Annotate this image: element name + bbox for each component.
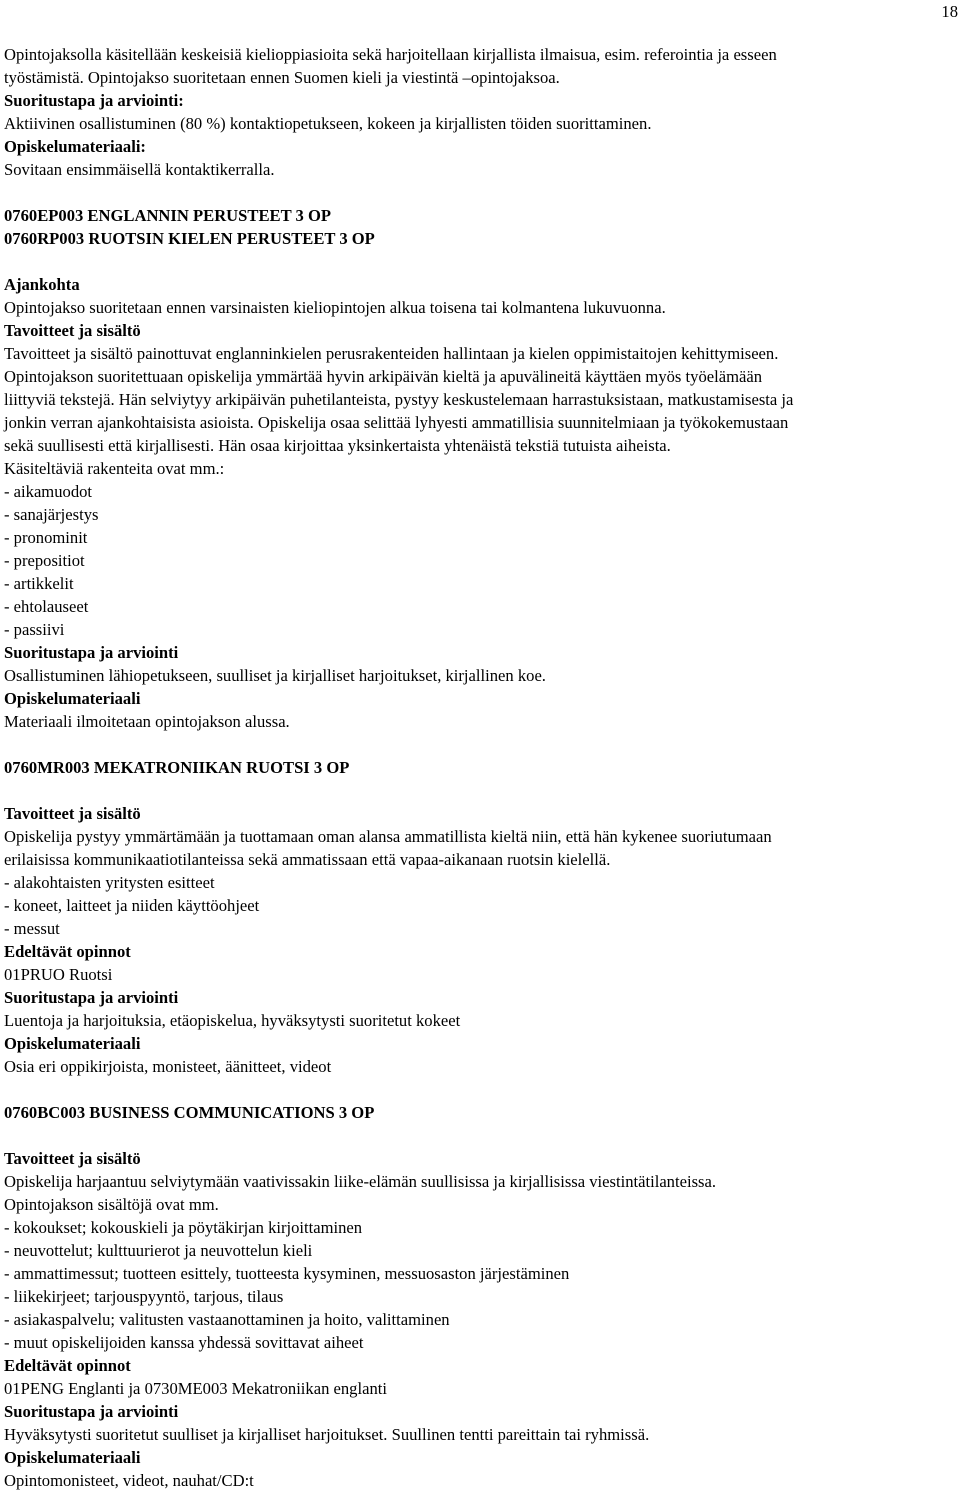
course-title: 0760MR003 MEKATRONIIKAN RUOTSI 3 OP: [4, 758, 350, 777]
goals-line: Tavoitteet ja sisältö painottuvat englanninkielen perusrakenteiden hallintaan ja kielen oppimistaitojen kehittymiseen.: [4, 344, 779, 363]
spacer: [4, 181, 956, 204]
list-item: - prepositiot: [4, 551, 85, 570]
list-item: - liikekirjeet; tarjouspyyntö, tarjous, tilaus: [4, 1287, 284, 1306]
goals-heading: Tavoitteet ja sisältö: [4, 1149, 141, 1168]
prerequisites-text: 01PRUO Ruotsi: [4, 965, 113, 984]
goals-line: Opintojakson sisältöjä ovat mm.: [4, 1195, 219, 1214]
goals-line: Käsiteltäviä rakenteita ovat mm.:: [4, 459, 225, 478]
goals-line: Opiskelija pystyy ymmärtämään ja tuottamaan oman alansa ammatillista kieltä niin, että hän kykenee suoriutumaan: [4, 827, 772, 846]
assessment-text: Hyväksytysti suoritetut suulliset ja kirjalliset harjoitukset. Suullinen tentti pareittain tai ryhmissä.: [4, 1425, 650, 1444]
goals-heading: Tavoitteet ja sisältö: [4, 321, 141, 340]
spacer: [4, 1078, 956, 1101]
materials-heading: Opiskelumateriaali: [4, 689, 141, 708]
materials-heading: Opiskelumateriaali: [4, 1448, 141, 1467]
materials-text: Osia eri oppikirjoista, monisteet, äänitteet, videot: [4, 1057, 332, 1076]
list-item: - messut: [4, 919, 60, 938]
list-item: - pronominit: [4, 528, 88, 547]
goals-heading: Tavoitteet ja sisältö: [4, 804, 141, 823]
materials-text: Materiaali ilmoitetaan opintojakson alussa.: [4, 712, 290, 731]
intro-section: [4, 43, 956, 181]
prerequisites-text: 01PENG Englanti ja 0730ME003 Mekatroniikan englanti: [4, 1379, 387, 1398]
goals-line: Opiskelija harjaantuu selviytymään vaativissakin liike-elämän suullisissa ja kirjallisissa viestintätilanteissa.: [4, 1172, 716, 1191]
goals-line: Opintojakson suoritettuaan opiskelija ymmärtää hyvin arkipäivän kieltä ja apuvälineitä käyttäen myös työelämään: [4, 367, 763, 386]
goals-line: jonkin verran ajankohtaisista asioista. Opiskelija osaa selittää lyhyesti ammatillisia suunnitelmiaan ja työkokemustaan: [4, 413, 789, 432]
course-section-english-swedish-basics: [4, 204, 956, 733]
list-item: - artikkelit: [4, 574, 74, 593]
list-item: - ammattimessut; tuotteen esittely, tuotteesta kysyminen, messuosaston järjestäminen: [4, 1264, 570, 1283]
prerequisites-heading: Edeltävät opinnot: [4, 942, 131, 961]
materials-heading: Opiskelumateriaali:: [4, 137, 146, 156]
page-number: 18: [941, 2, 958, 21]
intro-line: Opintojaksolla käsitellään keskeisiä kielioppiasioita sekä harjoitellaan kirjallista ilmaisua, esim. referointia ja esseen: [4, 45, 777, 64]
spacer: [4, 733, 956, 756]
list-item: - alakohtaisten yritysten esitteet: [4, 873, 215, 892]
spacer: [4, 1124, 956, 1147]
timing-text: Opintojakso suoritetaan ennen varsinaisten kieliopintojen alkua toisena tai kolmantena lukuvuonna.: [4, 298, 666, 317]
goals-line: sekä suullisesti että kirjallisesti. Hän osaa kirjoittaa yksinkertaista yhtenäistä tekstiä tutuista aiheista.: [4, 436, 671, 455]
list-item: - asiakaspalvelu; valitusten vastaanottaminen ja hoito, valittaminen: [4, 1310, 450, 1329]
assessment-heading: Suoritustapa ja arviointi: [4, 1402, 179, 1421]
course-title: 0760EP003 ENGLANNIN PERUSTEET 3 OP: [4, 206, 332, 225]
course-title: 0760RP003 RUOTSIN KIELEN PERUSTEET 3 OP: [4, 229, 375, 248]
assessment-heading: Suoritustapa ja arviointi: [4, 988, 179, 1007]
intro-line: työstämistä. Opintojakso suoritetaan ennen Suomen kieli ja viestintä –opintojaksoa.: [4, 68, 560, 87]
list-item: - sanajärjestys: [4, 505, 99, 524]
spacer: [4, 250, 956, 273]
goals-line: erilaisissa kommunikaatiotilanteissa sekä ammatissaan että vapaa-aikanaan ruotsin kielellä.: [4, 850, 611, 869]
timing-heading: Ajankohta: [4, 275, 80, 294]
prerequisites-heading: Edeltävät opinnot: [4, 1356, 131, 1375]
materials-text: Opintomonisteet, videot, nauhat/CD:t: [4, 1471, 254, 1490]
assessment-heading: Suoritustapa ja arviointi: [4, 643, 179, 662]
document-body: [4, 43, 956, 1492]
materials-text: Sovitaan ensimmäisellä kontaktikerralla.: [4, 160, 275, 179]
list-item: - koneet, laitteet ja niiden käyttöohjeet: [4, 896, 260, 915]
course-section-mechatronics-swedish: [4, 756, 956, 1078]
list-item: - muut opiskelijoiden kanssa yhdessä sovittavat aiheet: [4, 1333, 364, 1352]
materials-heading: Opiskelumateriaali: [4, 1034, 141, 1053]
list-item: - passiivi: [4, 620, 65, 639]
spacer: [4, 779, 956, 802]
assessment-text: Osallistuminen lähiopetukseen, suulliset ja kirjalliset harjoitukset, kirjallinen koe.: [4, 666, 546, 685]
course-section-business-communications: [4, 1101, 956, 1492]
goals-line: liittyviä tekstejä. Hän selviytyy arkipäivän puhetilanteista, pystyy keskustelemaan harrastuksistaan, matkustamisesta ja: [4, 390, 794, 409]
list-item: - ehtolauseet: [4, 597, 89, 616]
assessment-text: Luentoja ja harjoituksia, etäopiskelua, hyväksytysti suoritetut kokeet: [4, 1011, 461, 1030]
assessment-heading: Suoritustapa ja arviointi:: [4, 91, 184, 110]
list-item: - kokoukset; kokouskieli ja pöytäkirjan kirjoittaminen: [4, 1218, 363, 1237]
list-item: - aikamuodot: [4, 482, 93, 501]
assessment-text: Aktiivinen osallistuminen (80 %) kontaktiopetukseen, kokeen ja kirjallisten töiden suorittaminen.: [4, 114, 652, 133]
list-item: - neuvottelut; kulttuurierot ja neuvottelun kieli: [4, 1241, 313, 1260]
course-title: 0760BC003 BUSINESS COMMUNICATIONS 3 OP: [4, 1103, 375, 1122]
